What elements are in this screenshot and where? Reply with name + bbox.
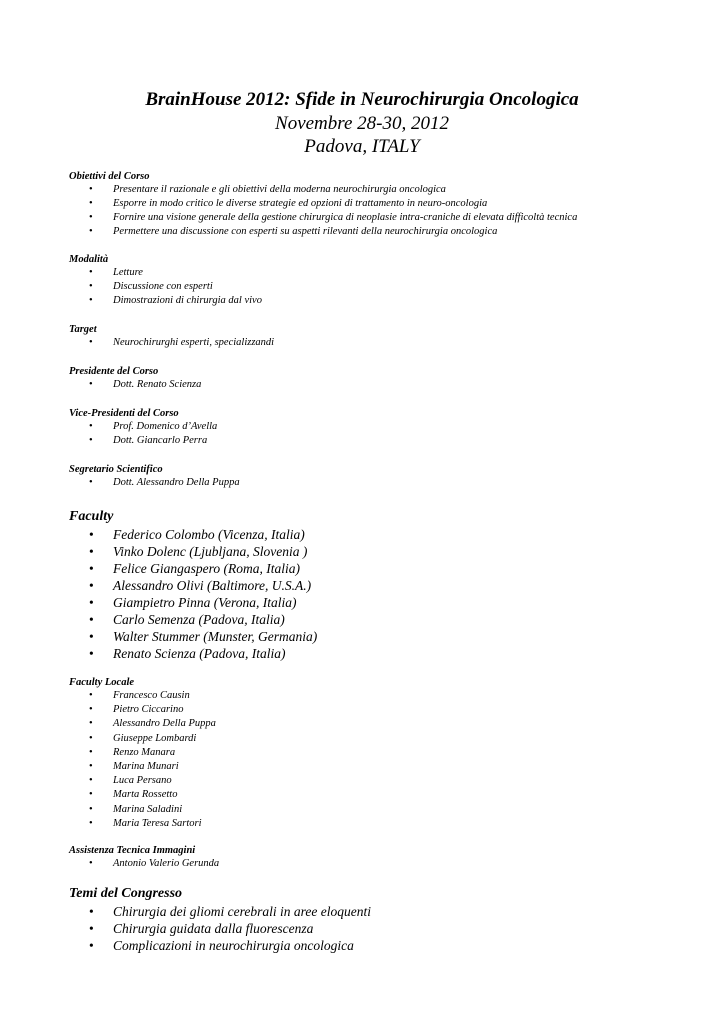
bullet-icon: •: [89, 212, 93, 223]
section-faculty-locale: [69, 676, 709, 831]
list-item: • Alessandro Olivi (Baltimore, U.S.A.): [89, 578, 312, 593]
section-target: [69, 323, 709, 350]
bullet-icon: •: [89, 527, 94, 542]
bullet-icon: •: [89, 789, 93, 801]
list-item: • Walter Stummer (Munster, Germania): [89, 629, 318, 644]
list-item: • Esporre in modo critico le diverse strategie ed opzioni di trattamento in neuro-oncologia: [89, 198, 488, 209]
list-item: • Felice Giangaspero (Roma, Italia): [89, 561, 300, 576]
bullet-icon: •: [89, 379, 93, 390]
list-item: • Permettere una discussione con esperti su aspetti rilevanti della neurochirurgia oncologica: [89, 226, 498, 237]
list-item: • Prof. Domenico d’Avella: [89, 421, 218, 432]
list-item: • Renzo Manara: [69, 746, 709, 760]
list-item: • Marina Saladini: [69, 803, 709, 817]
section-title: Modalità: [69, 254, 109, 265]
list-item: • Fornire una visione generale della gestione chirurgica di neoplasie intra-craniche di elevata difficoltà tecnica: [89, 212, 578, 223]
list-item: • Vinko Dolenc (Ljubljana, Slovenia ): [89, 544, 308, 559]
section-title: Temi del Congresso: [69, 886, 183, 901]
section-modalita: [69, 253, 709, 308]
bullet-list: [69, 857, 709, 871]
bullet-list: [69, 336, 709, 350]
bullet-icon: •: [89, 921, 94, 936]
bullet-list: [69, 476, 709, 490]
bullet-icon: •: [89, 817, 93, 829]
list-item: • Antonio Valerio Gerunda: [89, 858, 220, 869]
section-title: Vice-Presidenti del Corso: [69, 408, 179, 419]
bullet-icon: •: [89, 561, 94, 576]
bullet-icon: •: [89, 595, 94, 610]
list-item: • Chirurgia guidata dalla fluorescenza: [89, 921, 314, 936]
bullet-list: [69, 689, 709, 831]
list-item: • Maria Teresa Sartori: [69, 817, 709, 831]
list-item: • Marta Rossetto: [69, 788, 709, 802]
bullet-icon: •: [89, 544, 94, 559]
section-title: Segretario Scientifico: [69, 464, 163, 475]
list-item: • Presentare il razionale e gli obiettivi della moderna neurochirurgia oncologica: [89, 184, 446, 195]
bullet-list: [69, 526, 709, 662]
section-assistenza: [69, 844, 709, 871]
section-title: Assistenza Tecnica Immagini: [69, 845, 196, 856]
section-title: Obiettivi del Corso: [69, 171, 150, 182]
list-item: • Dott. Renato Scienza: [89, 379, 202, 390]
list-item: • Dott. Alessandro Della Puppa: [89, 477, 240, 488]
list-item: • Giuseppe Lombardi: [69, 732, 709, 746]
document-location: Padova, ITALY: [304, 136, 420, 157]
list-item: • Discussione con esperti: [89, 281, 213, 292]
list-item: • Alessandro Della Puppa: [69, 717, 709, 731]
bullet-icon: •: [89, 184, 93, 195]
section-presidente: [69, 365, 709, 392]
bullet-icon: •: [89, 761, 93, 773]
bullet-icon: •: [89, 704, 93, 716]
bullet-icon: •: [89, 746, 93, 758]
bullet-icon: •: [89, 477, 93, 488]
bullet-icon: •: [89, 578, 94, 593]
bullet-list: [69, 903, 709, 954]
list-item: • Giampietro Pinna (Verona, Italia): [89, 595, 297, 610]
bullet-icon: •: [89, 198, 93, 209]
bullet-icon: •: [89, 612, 94, 627]
section-faculty: [69, 508, 709, 662]
section-temi: [69, 885, 709, 954]
section-vicepresidenti: [69, 407, 709, 448]
list-item: • Chirurgia dei gliomi cerebrali in aree eloquenti: [89, 904, 371, 919]
bullet-icon: •: [89, 803, 93, 815]
bullet-icon: •: [89, 337, 93, 348]
bullet-icon: •: [89, 858, 93, 869]
bullet-icon: •: [89, 775, 93, 787]
bullet-icon: •: [89, 226, 93, 237]
document-header: [0, 88, 724, 158]
list-item: • Marina Munari: [69, 760, 709, 774]
list-item: • Dimostrazioni di chirurgia dal vivo: [89, 295, 262, 306]
section-obiettivi: [69, 170, 709, 239]
list-item: • Francesco Causin: [69, 689, 709, 703]
bullet-icon: •: [89, 690, 93, 701]
bullet-icon: •: [89, 732, 93, 744]
bullet-icon: •: [89, 629, 94, 644]
bullet-icon: •: [89, 435, 93, 446]
bullet-icon: •: [89, 904, 94, 919]
section-title: Presidente del Corso: [69, 366, 159, 377]
section-title: Target: [69, 324, 97, 335]
list-item: • Letture: [89, 267, 143, 278]
section-title: Faculty: [69, 509, 114, 524]
bullet-list: [69, 378, 709, 392]
bullet-icon: •: [89, 421, 93, 432]
list-item: • Complicazioni in neurochirurgia oncologica: [89, 938, 354, 953]
section-title: Faculty Locale: [69, 677, 135, 688]
list-item: • Carlo Semenza (Padova, Italia): [89, 612, 285, 627]
list-item: • Dott. Giancarlo Perra: [89, 435, 208, 446]
list-item: • Luca Persano: [69, 774, 709, 788]
bullet-icon: •: [89, 718, 93, 730]
list-item: • Pietro Ciccarino: [69, 703, 709, 717]
bullet-icon: •: [89, 938, 94, 953]
section-segretario: [69, 463, 709, 490]
bullet-icon: •: [89, 295, 93, 306]
bullet-list: [69, 183, 709, 239]
bullet-icon: •: [89, 281, 93, 292]
document-title: BrainHouse 2012: Sfide in Neurochirurgia Oncologica: [145, 89, 579, 110]
list-item: • Neurochirurghi esperti, specializzandi: [89, 337, 275, 348]
document-date: Novembre 28-30, 2012: [275, 113, 449, 134]
bullet-icon: •: [89, 646, 94, 661]
list-item: • Federico Colombo (Vicenza, Italia): [89, 527, 305, 542]
bullet-icon: •: [89, 267, 93, 278]
bullet-list: [69, 420, 709, 448]
list-item: • Renato Scienza (Padova, Italia): [89, 646, 286, 661]
bullet-list: [69, 266, 709, 308]
